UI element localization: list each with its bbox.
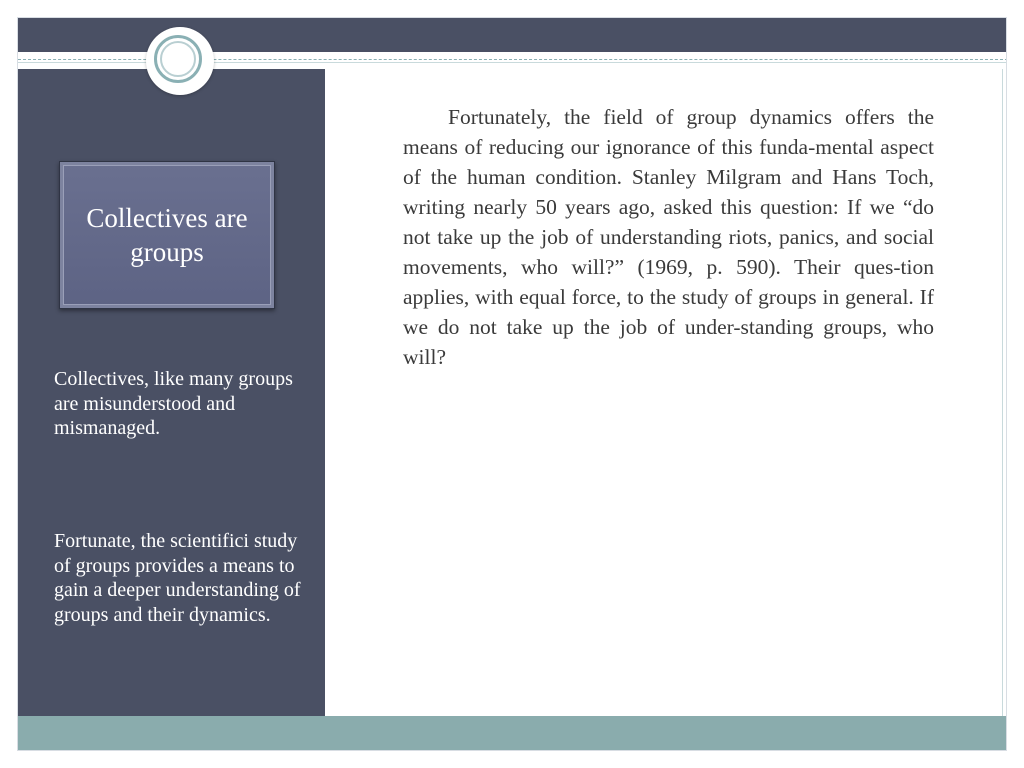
slide: [17, 17, 1007, 751]
right-border-line: [1002, 69, 1003, 716]
quote-paragraph: Fortunately, the field of group dynamics offers the means of reducing our ignorance of this funda-mental aspect of the human condition. Stanley Milgram and Hans Toch, writing nearly 50 years ago, asked this question: If we “do not take up the job of understanding riots, panics, and social movements, who will?” (1969, p. 590). Their ques-tion applies, with equal force, to the study of groups in general. If we do not take up the job of under-standing groups, who will?: [403, 105, 934, 369]
sidebar-paragraph-2: Fortunate, the scientifici study of groups provides a means to gain a deeper understanding of groups and their dynamics.: [54, 530, 301, 626]
slide-title: Collectives are groups: [86, 203, 248, 267]
circle-ornament-icon: [146, 27, 214, 95]
bottom-band: [18, 716, 1007, 751]
title-box: [59, 161, 275, 309]
sidebar-paragraph-1: Collectives, like many groups are misunderstood and mismanaged.: [54, 368, 293, 439]
sidebar: [18, 69, 325, 716]
circle-ring: [154, 35, 202, 83]
circle-inner-ring: [160, 41, 196, 77]
